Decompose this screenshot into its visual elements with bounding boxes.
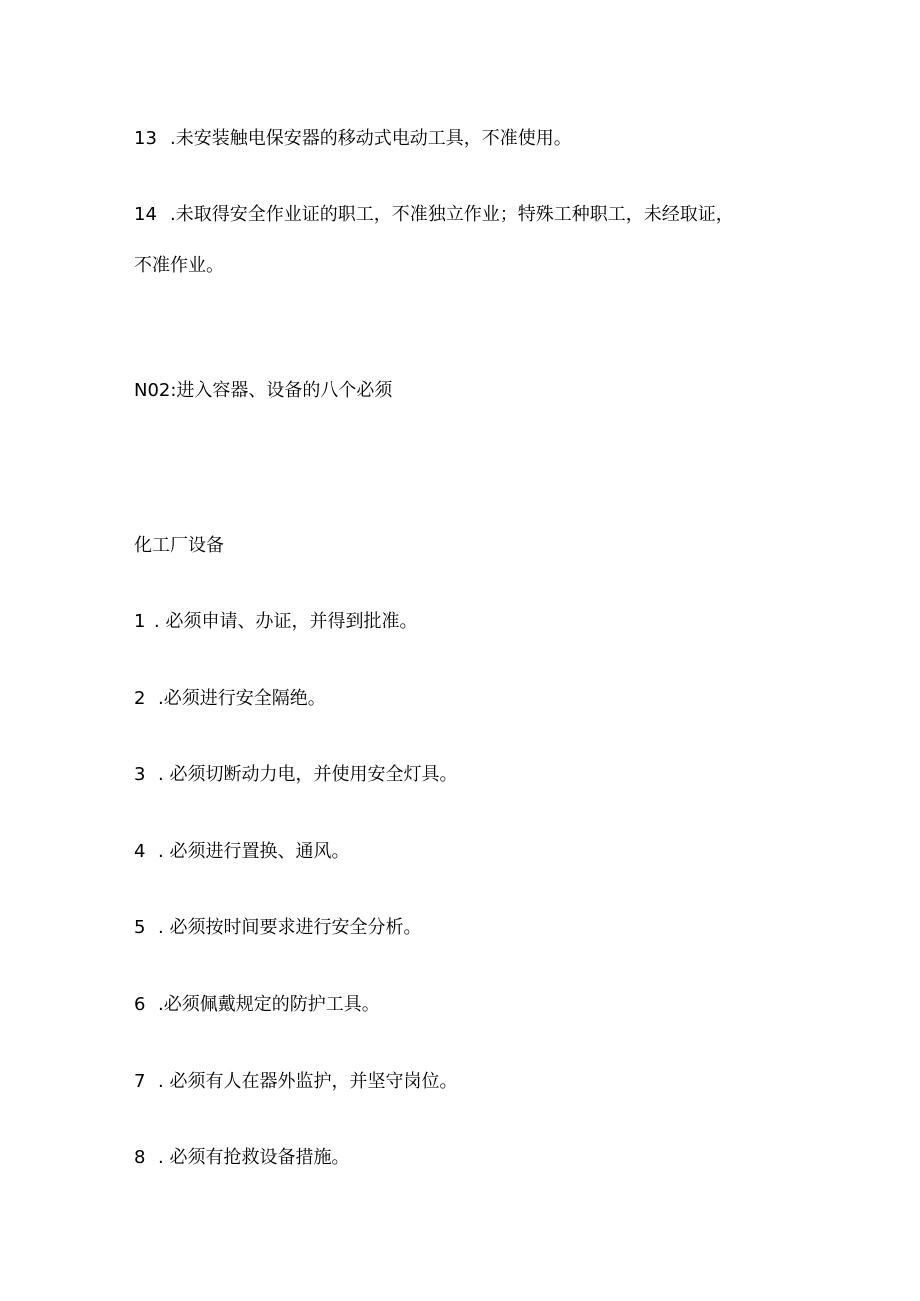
list-item-5 xyxy=(134,915,421,941)
item-text: . 必须有人在器外监护，并坚守岗位。 xyxy=(158,1071,458,1092)
list-item-13 xyxy=(134,126,572,152)
item-number: 5 xyxy=(134,917,146,938)
item-text: .必须进行安全隔绝。 xyxy=(158,688,326,709)
section-heading: N02:进入容器、设备的八个必须 xyxy=(134,380,393,401)
item-number: 7 xyxy=(134,1071,146,1092)
item-text: . 必须切断动力电，并使用安全灯具。 xyxy=(158,764,458,785)
item-number: 1 xyxy=(134,611,146,632)
item-text: . 必须按时间要求进行安全分析。 xyxy=(158,917,422,938)
list-item-14 xyxy=(134,202,734,228)
item-number: 3 xyxy=(134,764,146,785)
list-item-8 xyxy=(134,1145,349,1171)
list-item-7 xyxy=(134,1069,457,1095)
item-number: 8 xyxy=(134,1147,146,1168)
item-number: 4 xyxy=(134,841,146,862)
list-item-1 xyxy=(134,609,417,635)
item-number: 2 xyxy=(134,688,146,709)
item-number: 6 xyxy=(134,994,146,1015)
item-text: . 必须申请、办证，并得到批准。 xyxy=(154,611,418,632)
list-item-6 xyxy=(134,992,380,1018)
list-item-4 xyxy=(134,839,349,865)
item-text: . 必须有抢救设备措施。 xyxy=(158,1147,350,1168)
item-number: 14 xyxy=(134,204,157,225)
item-text: . 必须进行置换、通风。 xyxy=(158,841,350,862)
item-text: .未取得安全作业证的职工，不准独立作业；特殊工种职工，未经取证， xyxy=(170,204,734,225)
subheading: 化工厂设备 xyxy=(134,535,224,556)
item-text: .必须佩戴规定的防护工具。 xyxy=(158,994,380,1015)
item-text: .未安装触电保安器的移动式电动工具，不准使用。 xyxy=(170,128,572,149)
item-text-continuation: 不准作业。 xyxy=(134,255,224,276)
list-item-2 xyxy=(134,686,326,712)
list-item-14-continuation xyxy=(134,253,224,279)
item-number: 13 xyxy=(134,128,157,149)
list-item-3 xyxy=(134,762,457,788)
